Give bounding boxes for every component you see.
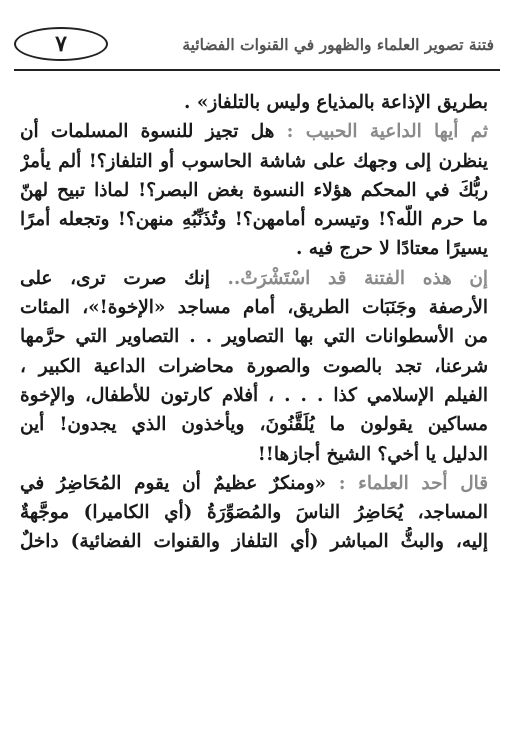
- line-text: المساجد، يُحَاضِرُ الناسَ والمُصَوِّرَةُ (أي الكاميرا) موجَّهةٌ: [20, 502, 488, 524]
- running-title: فتنة تصوير العلماء والظهور في القنوات الفضائية: [182, 34, 494, 54]
- text-line: [20, 205, 488, 234]
- text-line: [20, 322, 488, 351]
- text-line: [20, 498, 488, 527]
- line-text: الأرصفة وجَنَبَات الطريق، أمام مساجد «الإخوة!»، المئات: [20, 297, 488, 319]
- header-rule: [14, 69, 500, 71]
- text-line: [20, 147, 488, 176]
- page-number: ٧: [55, 31, 67, 57]
- text-line: [20, 234, 488, 263]
- line-text: إليه، والبثُّ المباشر (أي التلفاز والقنوات الفضائية) داخلٌ: [20, 531, 488, 553]
- text-line: [20, 293, 488, 322]
- line-text: هل تجيز للنسوة المسلمات أن: [20, 121, 275, 143]
- page-number-oval: [14, 27, 108, 61]
- line-text: من الأسطوانات التي بها التصاوير . . التصاوير التي حرَّمها: [20, 326, 488, 348]
- text-line: [20, 410, 488, 439]
- text-line: [20, 440, 488, 469]
- heading-phrase: ثم أيها الداعية الحبيب :: [274, 121, 488, 143]
- line-text: ربُّكَ في المحكم هؤلاء النسوة بغض البصر؟! لماذا تبيح لهنّ: [20, 179, 488, 201]
- line-text: الفيلم الإسلامي كذا . . . ، أفلام كارتون للأطفال، والإخوة: [20, 384, 488, 406]
- text-line: [20, 527, 488, 556]
- text-line: [20, 88, 488, 117]
- line-text: يسيرًا معتادًا لا حرج فيه .: [296, 238, 488, 260]
- line-text: «ومنكرٌ عظيمٌ أن يقوم المُحَاضِرُ في: [20, 472, 326, 494]
- heading-phrase: إن هذه الفتنة قد اسْتَشْرَتْ..: [209, 267, 488, 289]
- line-text: بطريق الإذاعة بالمذياع وليس بالتلفاز» .: [184, 92, 488, 113]
- line-text: شرعنا، تجد بالصوت والصورة محاضرات الداعية الكبير ،: [20, 355, 488, 377]
- text-line: [20, 381, 488, 410]
- line-text: ما حرم اللَّه؟! وتيسره أمامهن؟! وتُذَنِّبُهِ منهن؟! وتجعله أمرًا: [20, 209, 488, 231]
- line-text: إنك صرت ترى، على: [20, 267, 210, 289]
- heading-phrase: قال أحد العلماء :: [326, 472, 488, 494]
- page-body: [20, 88, 488, 557]
- page-header: [14, 22, 500, 66]
- line-text: مساكين يقولون ما يُلَقَّنُونَ، ويأخذون الذي يجدون! أين: [20, 414, 488, 436]
- line-text: ينظرن إلى وجهك على شاشة الحاسوب أو التلفاز؟! ألم يأمرْ: [20, 150, 488, 172]
- text-line: [20, 117, 488, 146]
- text-line: [20, 352, 488, 381]
- text-line: [20, 176, 488, 205]
- text-line: [20, 469, 488, 498]
- line-text: الدليل يا أخي؟ الشيخ أجازها!!: [257, 443, 488, 465]
- text-line: [20, 264, 488, 293]
